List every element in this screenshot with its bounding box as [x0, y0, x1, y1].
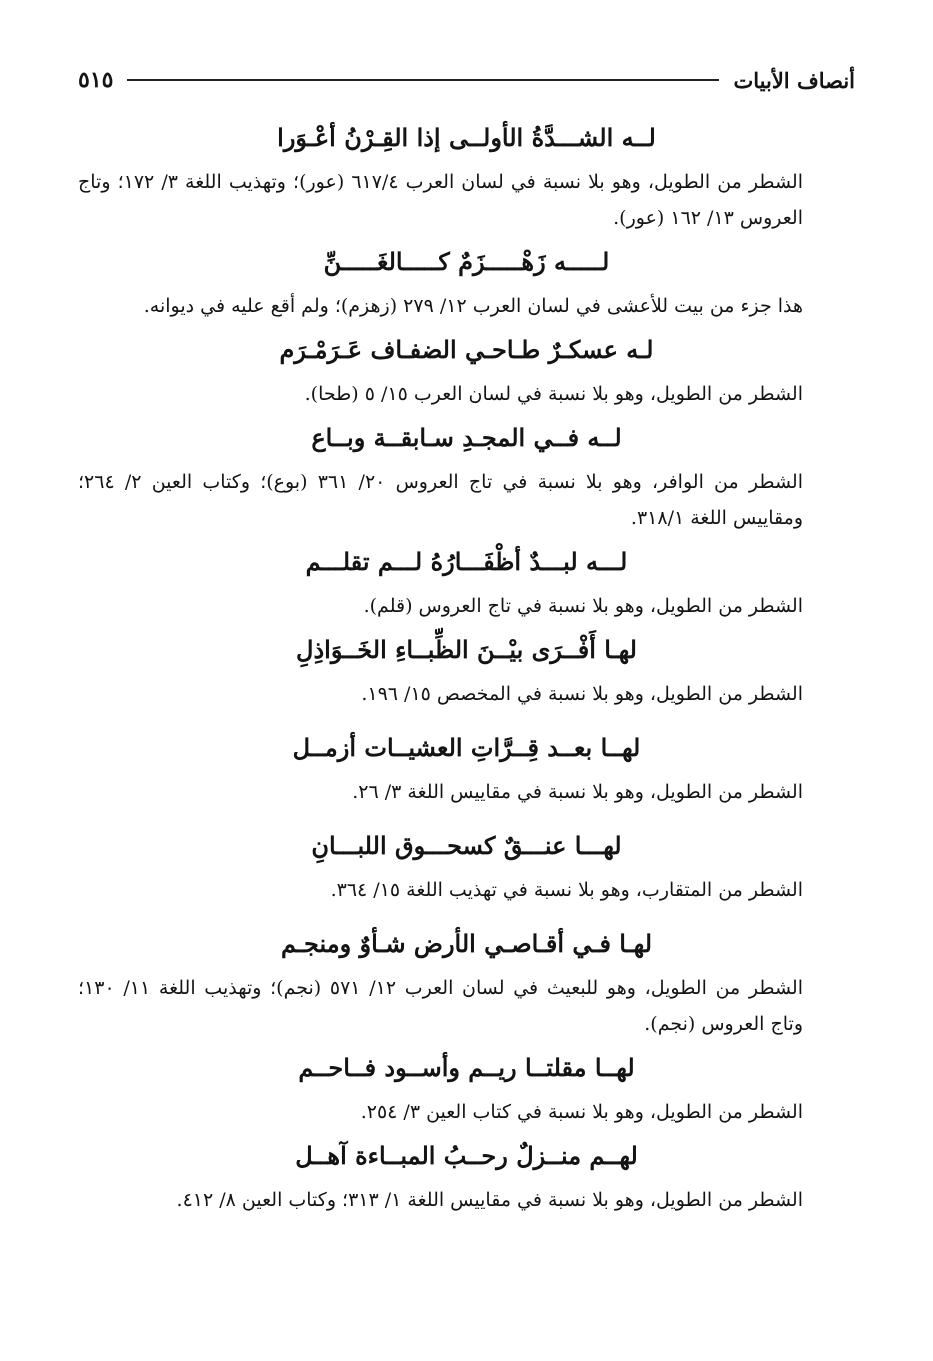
chapter-title: أنصاف الأبيات [733, 67, 855, 93]
spacer [78, 810, 855, 820]
verse-line: لهـا أَفْــرَى بيْــنَ الظِّبــاءِ الخَــوَاذِلِ [296, 635, 637, 664]
verse-line: لهــم منــزلٌ رحــبُ المبــاءة آهــل [295, 1141, 638, 1170]
spacer [78, 712, 855, 722]
verse-note: هذا جزء من بيت للأعشى في لسان العرب ١٢/ ٢٧٩ (زهزم)؛ ولم أقع عليه في ديوانه. [143, 295, 803, 317]
entry [78, 412, 855, 536]
verse-line: لـــــه زَهْـــــزَمٌ كـــــالغَـــــنِّ [323, 247, 610, 276]
entry [78, 820, 855, 908]
verse-note: الشطر من الطويل، وهو بلا نسبة في تاج العروس (قلم). [363, 595, 803, 617]
verse-note: الشطر من الوافر، وهو بلا نسبة في تاج العروس ٢٠/ ٣٦١ (بوع)؛ وكتاب العين ٢/ ٢٦٤؛ ومقاييس اللغة ٣١٨/١. [78, 471, 803, 529]
verse-note: الشطر من الطويل، وهو بلا نسبة في المخصص ١٥/ ١٩٦. [361, 683, 803, 705]
verse-line: لهـــا عنـــقٌ كسحـــوق اللبـــانِ [311, 831, 622, 860]
verse-line: لـــه لبـــدٌ أظْفَـــارُهُ لـــم تقلـــم [305, 547, 628, 576]
verse-note: الشطر من الطويل، وهو بلا نسبة في مقاييس اللغة ٣/ ٢٦. [352, 781, 803, 803]
entry [78, 236, 855, 324]
entry [78, 1042, 855, 1130]
spacer [78, 908, 855, 918]
entry [78, 1130, 855, 1218]
verse-note: الشطر من الطويل، وهو بلا نسبة في كتاب العين ٣/ ٢٥٤. [360, 1101, 803, 1123]
entry [78, 536, 855, 624]
entry [78, 112, 855, 236]
entry [78, 624, 855, 712]
header-rule [127, 79, 719, 81]
verse-line: لهــا مقلتــا ريــم وأســود فــاحــم [298, 1053, 635, 1082]
verse-line: لــه فــي المجـدِ سـابقــة وبــاع [311, 423, 622, 452]
verse-line: لهــا بعــد قِــرَّاتِ العشيــات أزمــل [292, 733, 641, 762]
page-number: ٥١٥ [78, 67, 114, 93]
verse-note: الشطر من الطويل، وهو بلا نسبة في لسان العرب ٦١٧/٤ (عور)؛ وتهذيب اللغة ٣/ ١٧٢؛ وتاج العروس ١٣/ ١٦٢ (عور). [78, 171, 803, 229]
verse-line: لــه الشـــدَّةُ الأولــى إذا القِـرْنُ أعْـوَرا [277, 123, 656, 152]
verse-note: الشطر من الطويل، وهو للبعيث في لسان العرب ١٢/ ٥٧١ (نجم)؛ وتهذيب اللغة ١١/ ١٣٠؛ وتاج العروس (نجم). [78, 977, 803, 1035]
verse-note: الشطر من الطويل، وهو بلا نسبة في مقاييس اللغة ١/ ٣١٣؛ وكتاب العين ٨/ ٤١٢. [176, 1189, 803, 1211]
entry [78, 324, 855, 412]
entries-list [78, 112, 855, 1218]
running-header [78, 60, 855, 100]
verse-note: الشطر من الطويل، وهو بلا نسبة في لسان العرب ١٥/ ٥ (طحا). [304, 383, 803, 405]
verse-line: لهـا فـي أقـاصـي الأرض شـأوٌ ومنجـم [280, 929, 653, 958]
verse-line: لـه عسكـرٌ طـاحـي الضفـاف عَـرَمْـرَم [279, 335, 654, 364]
verse-note: الشطر من المتقارب، وهو بلا نسبة في تهذيب اللغة ١٥/ ٣٦٤. [330, 879, 803, 901]
entry [78, 722, 855, 810]
entry [78, 918, 855, 1042]
